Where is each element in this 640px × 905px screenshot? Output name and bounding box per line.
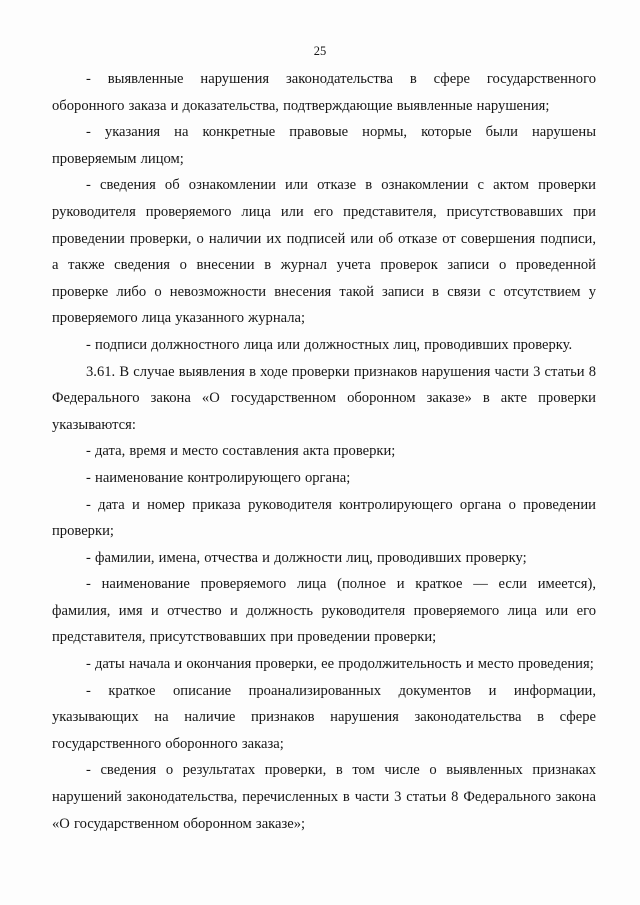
paragraph-clause-3-61: 3.61. В случае выявления в ходе проверки признаков нарушения части 3 статьи 8 Федерального закона «О государственном оборонном заказе» в акте проверки указываются:	[52, 363, 596, 433]
page-number: 25	[313, 44, 327, 58]
paragraph-familiarization: - сведения об ознакомлении или отказе в ознакомлении с актом проверки руководителя проверяемого лица или его представителя, присутствовавших при проведении проверки, о наличии их подписей или об отказе от совершения подписи, а также сведения о внесении в журнал учета проверок записи о проведенной проверке либо о невозможности внесения такой записи в связи с отсутствием у проверяемого лица указанного журнала;	[52, 177, 596, 327]
paragraph-signatures: - подписи должностного лица или должностных лиц, проводивших проверку.	[86, 336, 573, 353]
paragraph-inspection-results: - сведения о результатах проверки, в том числе о выявленных признаках нарушений законодательства, перечисленных в части 3 статьи 8 Федерального закона «О государственном оборонном заказе»;	[52, 762, 596, 832]
paragraph-act-date: - дата, время и место составления акта проверки;	[86, 443, 396, 460]
paragraph-legal-norms: - указания на конкретные правовые нормы, которые были нарушены проверяемым лицом;	[52, 124, 596, 167]
paragraph-order-number: - дата и номер приказа руководителя контролирующего органа о проведении проверки;	[52, 496, 596, 540]
paragraph-authority-name: - наименование контролирующего органа;	[86, 469, 351, 486]
paragraph-inspected-entity: - наименование проверяемого лица (полное и краткое — если имеется), фамилия, имя и отчество и должность руководителя проверяемого лица или его представителя, присутствовавших при проведении проверки;	[52, 576, 596, 646]
paragraph-documents-summary: - краткое описание проанализированных документов и информации, указывающих на наличие признаков нарушения законодательства в сфере государственного оборонного заказа;	[52, 682, 596, 752]
paragraph-inspectors: - фамилии, имена, отчества и должности лиц, проводивших проверку;	[86, 549, 527, 566]
paragraph-inspection-dates: - даты начала и окончания проверки, ее продолжительность и место проведения;	[86, 656, 594, 673]
paragraph-violations: - выявленные нарушения законодательства в сфере государственного оборонного заказа и доказательства, подтверждающие выявленные нарушения;	[52, 71, 596, 114]
document-body	[52, 66, 596, 837]
